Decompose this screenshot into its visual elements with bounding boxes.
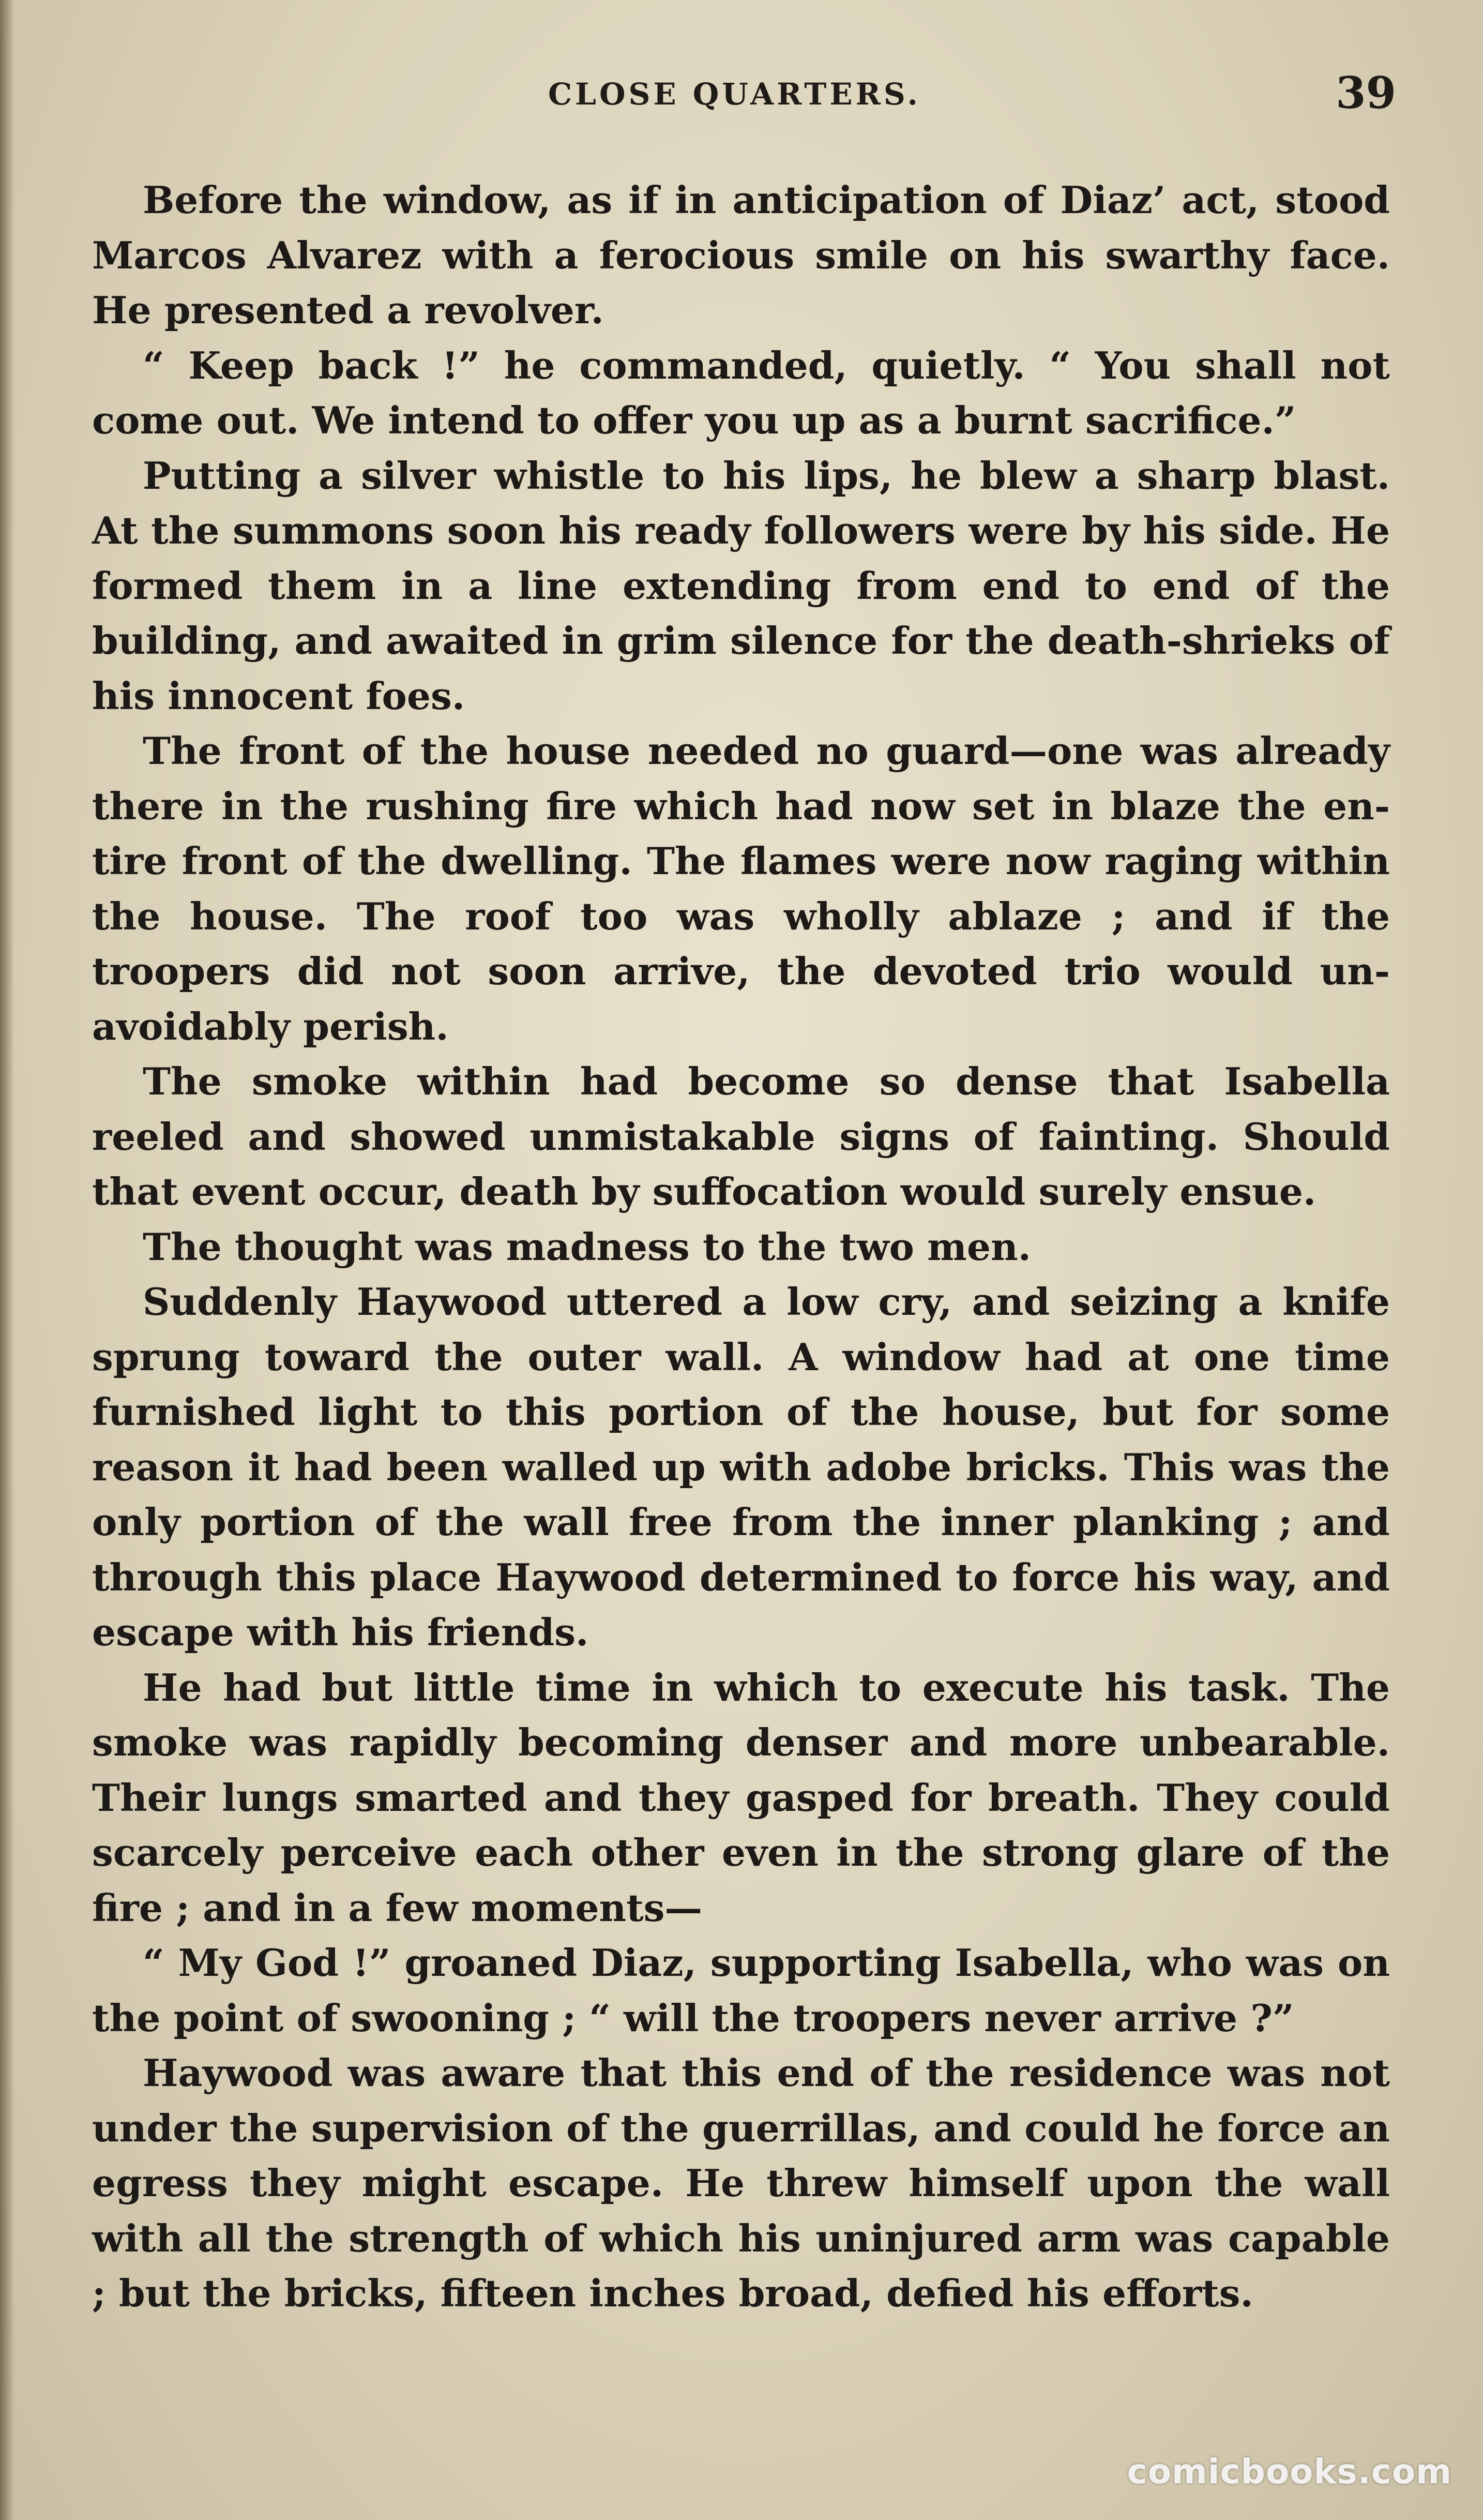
paragraph: Before the window, as if in anticipation of Diaz’ act, stood Marcos Alvarez with a ferocious smile on his swarthy face. He presented a revolver. bbox=[92, 178, 1390, 333]
body-text bbox=[92, 173, 1390, 2322]
paragraph: “ My God !” groaned Diaz, supporting Isabella, who was on the point of swooning ; “ will the troopers never arrive ?” bbox=[92, 1941, 1390, 2041]
page-number: 39 bbox=[1336, 67, 1396, 118]
paragraph: Haywood was aware that this end of the residence was not under the supervision of the guerrillas, and could he force an egress they might escape. He threw himself upon the wall with all the strength of which his uninjured arm was capable ; but the bricks, fifteen inches broad, defied his efforts. bbox=[92, 2051, 1390, 2316]
site-watermark: comicbooks.com bbox=[1127, 2452, 1452, 2492]
paragraph: The front of the house needed no guard—one was already there in the rushing fire which had now set in blaze the entire front of the dwelling. The flames were now raging within the house. The roof too was wholly ablaze ; and if the troopers did not soon arrive, the devoted trio would unavoidably perish. bbox=[92, 729, 1390, 1049]
paragraph: “ Keep back !” he commanded, quietly. “ You shall not come out. We intend to offer you up as a burnt sacrifice.” bbox=[92, 343, 1390, 443]
page-gutter-shadow bbox=[0, 0, 14, 2520]
running-title: CLOSE QUARTERS. bbox=[548, 77, 921, 112]
paragraph: The smoke within had become so dense that Isabella reeled and showed unmistakable signs of fainting. Should that event occur, death by suffocation would surely ensue. bbox=[92, 1060, 1390, 1214]
paragraph: He had but little time in which to execute his task. The smoke was rapidly becoming denser and more unbearable. Their lungs smarted and they gasped for breath. They could scarcely perceive each other even in the strong glare of the fire ; and in a few moments— bbox=[92, 1666, 1390, 1930]
running-head bbox=[93, 67, 1396, 124]
paragraph: Putting a silver whistle to his lips, he blew a sharp blast. At the summons soon his ready followers were by his side. He formed them in a line extending from end to end of the building, and awaited in grim silence for the death-shrieks of his innocent foes. bbox=[92, 454, 1390, 718]
paragraph: Suddenly Haywood uttered a low cry, and seizing a knife sprung toward the outer wall. A window had at one time furnished light to this portion of the house, but for some reason it had been walled up with adobe bricks. This was the only portion of the wall free from the inner planking ; and through this place Haywood determined to force his way, and escape with his friends. bbox=[92, 1280, 1390, 1655]
paragraph: The thought was madness to the two men. bbox=[143, 1225, 1031, 1269]
